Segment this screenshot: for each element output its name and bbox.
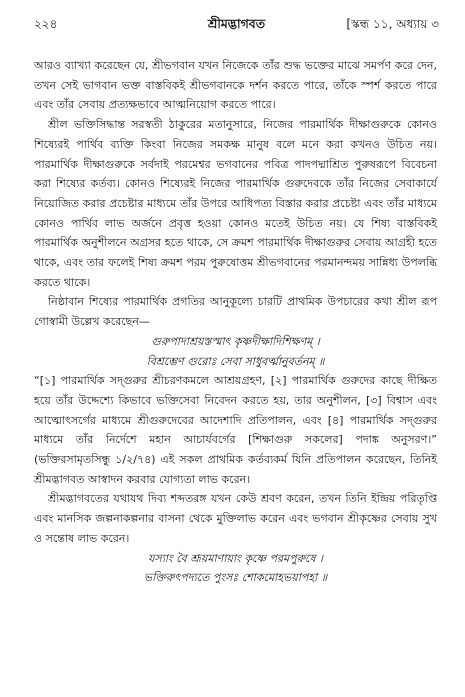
paragraph: “[১] পারমার্থিক সদ্গুরুর শ্রীচরণকমলে আশ্রয়গ্রহণ, [২] পারমার্থিক গুরুদের কাছে দীক্ষিত হয়ে তাঁর উদ্দেশ্যে কিভাবে ভক্তিসেবা নিবেদন করতে হয়, তার অনুশীলন, [৩] বিশ্বাস এবং আত্মোৎসর্গের মাধ্যমে শ্রীগুরুদেবের আদেশাদি প্রতিপালন, এবং [৪] পারমার্থিক সদ্গুরুর মাধ্যমে তাঁর নির্দেশে মহান আচার্যবর্গের [শিক্ষাগুরু সকলের] পদাঙ্ক অনুসরণ।” (ভক্তিরসামৃতসিন্ধু ১/২/৭৪) এই সকল প্রাথমিক কর্তব্যকর্ম যিনি প্রতিপালন করেছেন, তিনিই শ্রীমদ্ভাগবত আস্বাদন করবার যোগ্যতা লাভ করেন।: [34, 374, 437, 486]
verse-line: গুরুপাদাশ্রয়স্তস্মাৎ কৃষ্ণদীক্ষাদিশিক্ষণম্ ।: [151, 334, 320, 348]
chapter-reference: [স্কন্ধ ১১, অধ্যায় ৩: [346, 17, 439, 31]
paragraph: শ্রীমদ্ভাগবতের যথাযথ দিব্য শব্দতরঙ্গ যখন কেউ শ্রবণ করেন, তখন তিনি ইন্দ্রিয় পরিতৃপ্তি এবং মানসিক জল্পনাকল্পনার বাসনা থেকে মুক্তিলাভ করেন এবং ভগবান শ্রীকৃষ্ণের সেবায় সুখ ও সন্তোষ লাভ করেন।: [34, 492, 437, 545]
book-title: শ্রীমদ্ভাগবত: [207, 16, 266, 31]
page-header: [34, 16, 439, 34]
verse-line: যস্যাং বৈ শ্রূয়মাণায়াং কৃষ্ণে পরমপুরুষে ।: [148, 551, 323, 565]
paragraph: আরও ব্যাখ্যা করেছেন যে, শ্রীভগবান যখন নিজেকে তাঁর শুদ্ধ ভক্তের মাঝে সমর্পণ করে দেন, তখন সেই ভাগবান ভক্ত বাস্তবিকই শ্রীভগবানকে দর্শন করতে পারে, তাঁকে স্পর্শ করতে পারে এবং তাঁর সেবায় প্রত্যক্ষভাবে আত্মনিয়োগ করতে পারে।: [34, 59, 437, 112]
page-body: [34, 56, 437, 588]
paragraph: শ্রীল ভক্তিসিদ্ধান্ত সরস্বতী ঠাকুরের মতানুসারে, নিজের পারমার্থিক দীক্ষাগুরুকে কোনও শিষ্যেরই পার্থিব ব্যক্তি কিংবা নিজের সমকক্ষ মানুষ বলে মনে করা কখনও উচিত নয়। পারমার্থিক দীক্ষাগুরুকে সর্বদাই পরমেশ্বর ভগবানের পবিত্র পাদপদ্মাশ্রিত পুরুষরূপে বিবেচনা করা শিষ্যের কর্তব্য। কোনও শিষ্যেরই নিজের পারমার্থিক গুরুদেবকে তাঁর নিজের সেবাকার্যে নিয়োজিত করার প্রচেষ্টার মাধ্যমে তাঁর উপরে আধিপত্য বিস্তার করার প্রচেষ্টা এবং তাঁর মাধ্যমে কোনও পার্থিব লাভ অর্জনে প্রবৃত্ত হওয়া কোনও মতেই উচিত নয়। যে শিষ্য বাস্তবিকই পারমার্থিক অনুশীলনে অগ্রসর হতে থাকে, সে ক্রমশ পারমার্থিক দীক্ষাগুরুর সেবায় আগ্রহী হতে থাকে, এবং তার ফলেই শিষ্য ক্রমশ পরম পুরুষোত্তম শ্রীভগবানের পরমানন্দময় সান্নিধ্য উপলব্ধি করতে থাকে।: [34, 118, 437, 289]
page-number: ২২৪: [34, 17, 58, 31]
paragraph: নিষ্ঠাবান শিষ্যের পারমার্থিক প্রগতির আনুকূল্যে চারটি প্রাথমিক উপচারের কথা শ্রীল রূপ গোস্বামী উল্লেখ করেছেন—: [34, 295, 437, 329]
verse-line: বিশ্রম্ভেণ গুরোঃ সেবা সাধুবর্ত্মানুবর্তনম্ ॥: [146, 354, 325, 368]
verse-line: ভক্তিরুৎপদ্যতে পুংসঃ শোকমোহভয়াপহা ॥: [143, 571, 328, 585]
